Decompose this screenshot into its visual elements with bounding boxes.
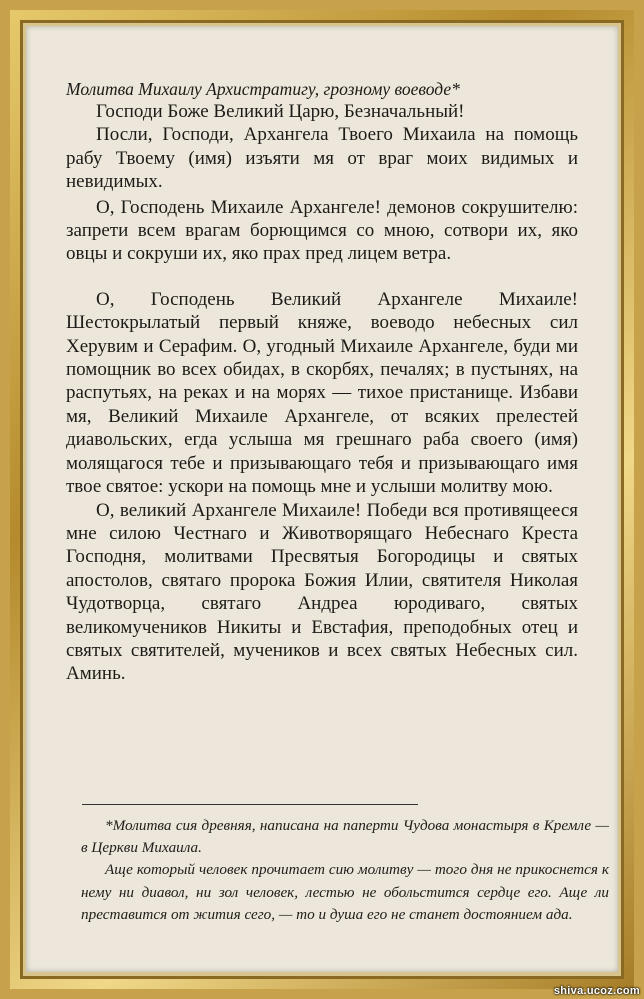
footnote-1: *Молитва сия древняя, написана на паперти Чудова монастыря в Кремле — в Церкви Михаила. (81, 817, 609, 857)
prayer-paragraph-4: О, Господень Великий Архангеле Михаиле! Шестокрылатый первый княже, воеводо небесных сил Херувим и Серафим. О, угодный Михаиле Архангеле, буди ми помощник во всех обидах, в скорбях, печалях; в пустынях, на распутьях, на реках и на морях — тихое пристанище. Избави мя, Великий Михаиле Архангеле, от всяких прелестей диавольских, егда услыша мя грешнаго раба своего (имя) молящагося тебе и призывающаго тебя и призывающаго имя твое святое: ускори на помощь мне и услыши молитву мою. (66, 288, 578, 498)
footnote-divider (82, 804, 418, 805)
prayer-title: Молитва Михаилу Архистратигу, грозному воеводе* (66, 79, 460, 99)
footnote-block (81, 815, 609, 926)
prayer-paragraph-1: Господи Боже Великий Царю, Безначальный! (96, 101, 465, 122)
paper-page (26, 26, 618, 972)
prayer-paragraph-5: О, великий Архангеле Михаиле! Победи вся противящееся мне силою Честнаго и Животворящаго Небеснаго Креста Господня, молитвами Пресвятыя Богородицы и святых апостолов, святаго пророка Божия Илии, святителя Николая Чудотворца, святаго Андреа юродиваго, святых великомучеников Никиты и Евстафия, преподобных отец и святых святителей, мучеников и всех святых Небесных сил. Аминь. (66, 499, 578, 685)
prayer-paragraph-3: О, Господень Михаиле Архангеле! демонов сокрушителю: запрети всем врагам борющимся со мною, сотвори их, яко овцы и сокруши их, яко прах пред лицем ветра. (66, 196, 578, 265)
prayer-body (66, 100, 578, 686)
prayer-text-block (66, 48, 578, 686)
footnote-2: Аще который человек прочитает сию молитву — того дня не прикоснется к нему ни диавол, ни зол человек, лестью не обольстится сердце его. Аще ли преставится от жития сего, — то и душа его не станет достоянием ада. (81, 861, 609, 923)
prayer-paragraph-2: Посли, Господи, Архангела Твоего Михаила на помощь рабу Твоему (имя) изъяти мя от враг моих видимых и невидимых. (66, 124, 578, 193)
site-watermark: shiva.ucoz.com (553, 985, 640, 997)
